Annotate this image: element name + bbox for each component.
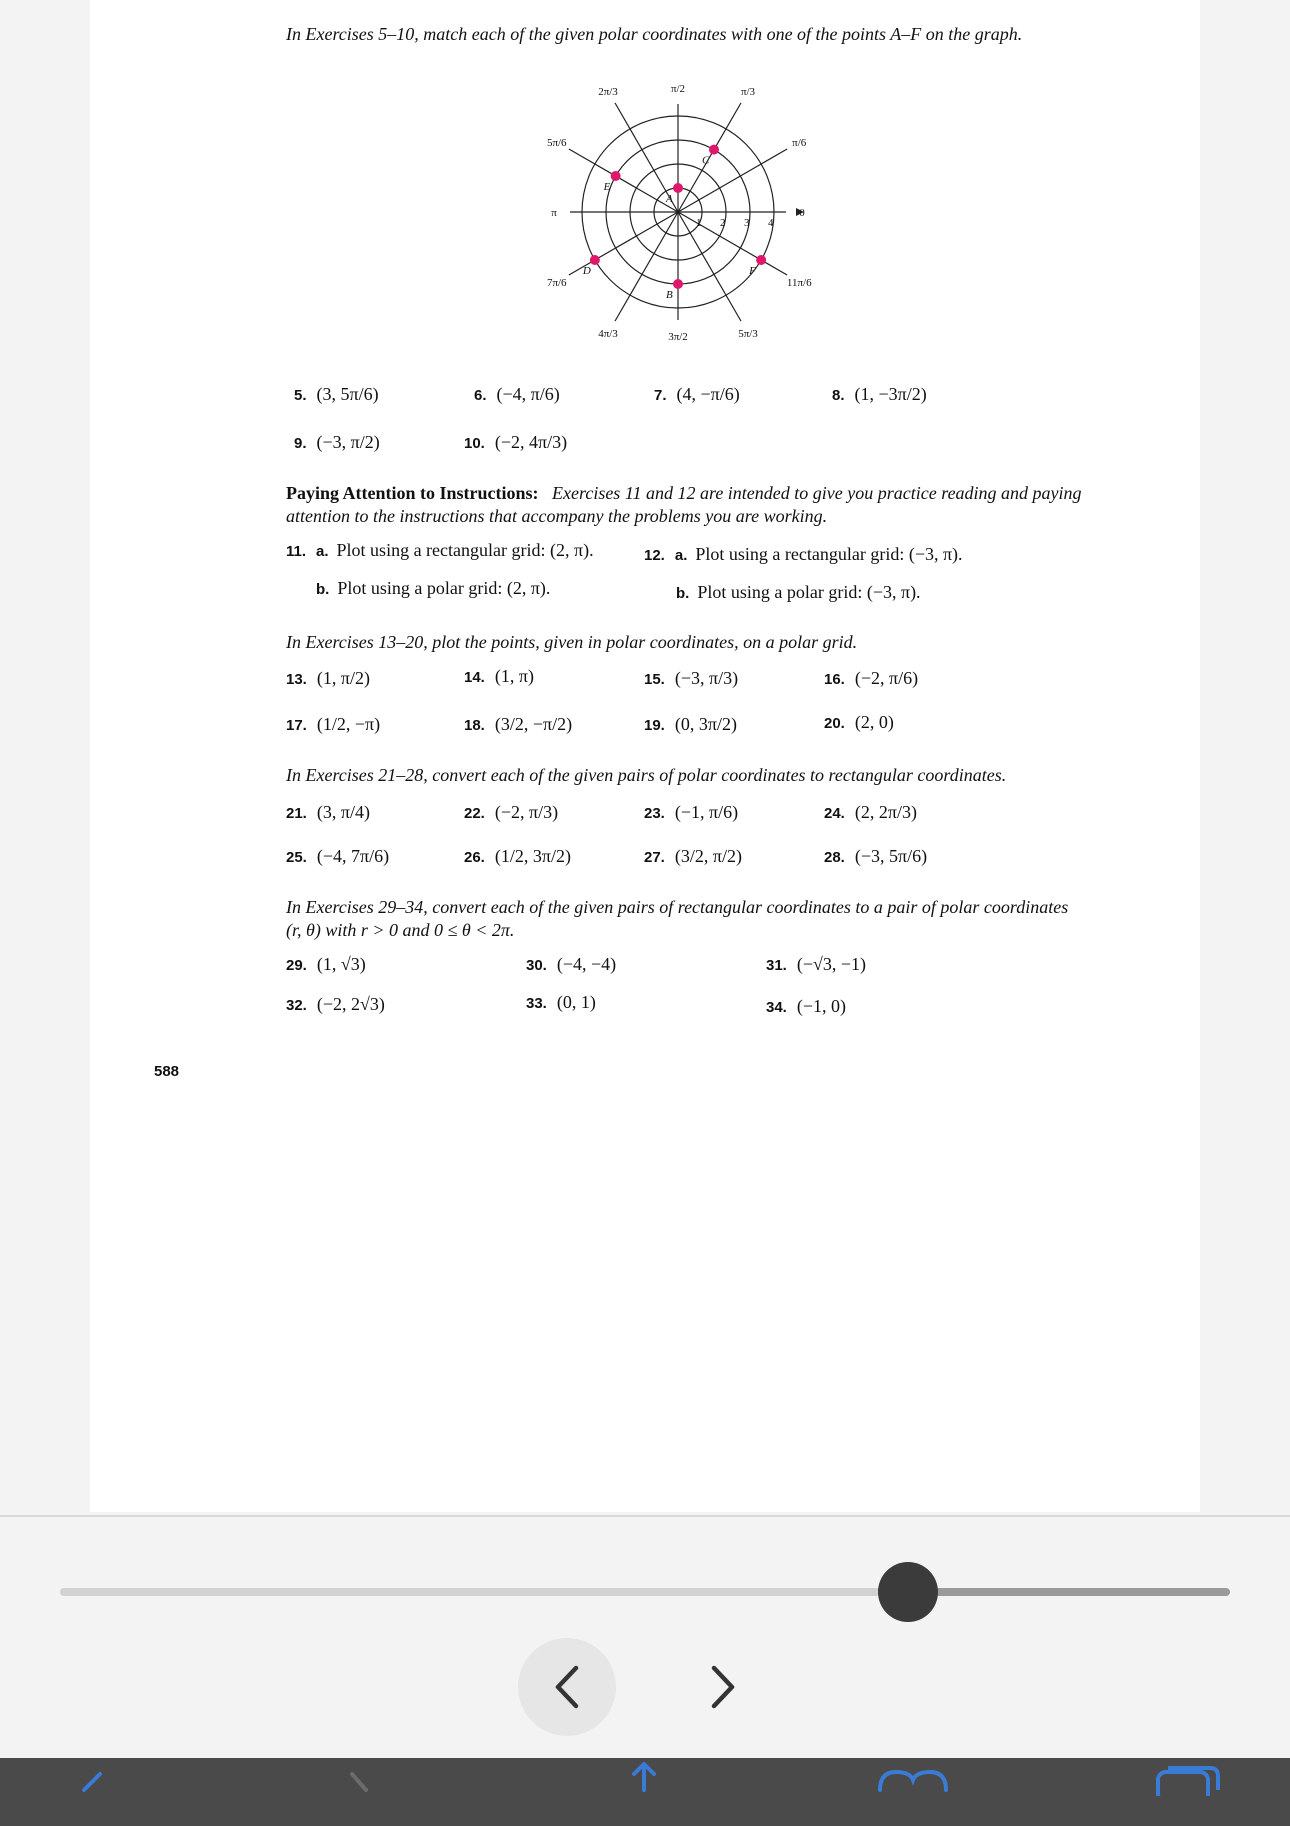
point-label: B xyxy=(666,289,673,301)
angle-label: 5π/3 xyxy=(738,328,758,341)
exercise-6: 6. (−4, π/6) xyxy=(474,384,560,404)
angle-label: π/6 xyxy=(792,137,807,149)
exercise-20: 20. (2, 0) xyxy=(824,712,894,732)
exercise-intro-5-10: In Exercises 5–10, match each of the given polar coordinates with one of the points A–F on the graph. xyxy=(286,24,1023,44)
exercise-33: 33. (0, 1) xyxy=(526,992,596,1012)
exercise-34: 34. (−1, 0) xyxy=(766,996,846,1016)
exercise-7: 7. (4, −π/6) xyxy=(654,384,740,404)
exercise-25: 25. (−4, 7π/6) xyxy=(286,846,390,866)
angle-label: π/3 xyxy=(740,85,756,98)
page-number: 588 xyxy=(154,1063,180,1080)
exercise-32: 32. (−2, 2√3) xyxy=(286,994,385,1014)
angle-label: π/2 xyxy=(670,83,686,95)
exercise-30: 30. (−4, −4) xyxy=(526,954,617,974)
exercise-22: 22. (−2, π/3) xyxy=(464,802,559,822)
point-label: E xyxy=(603,181,611,193)
grid-ray xyxy=(615,212,678,321)
exercise-8: 8. (1, −3π/2) xyxy=(832,384,927,404)
share-icon[interactable] xyxy=(622,1760,666,1800)
exercise-13: 13. (1, π/2) xyxy=(286,668,370,688)
page-slider-track[interactable] xyxy=(60,1588,1230,1596)
exercise-16: 16. (−2, π/6) xyxy=(824,668,919,688)
viewer-divider xyxy=(0,1515,1290,1517)
exercise-18: 18. (3/2, −π/2) xyxy=(464,714,573,734)
chevron-left-icon xyxy=(550,1664,584,1710)
point-label: C xyxy=(702,154,710,167)
radius-label: 4 xyxy=(768,217,774,229)
exercise-28: 28. (−3, 5π/6) xyxy=(824,846,928,866)
point-A xyxy=(673,183,683,193)
exercise-26: 26. (1/2, 3π/2) xyxy=(464,846,571,866)
exercise-27: 27. (3/2, π/2) xyxy=(644,846,742,866)
point-label: A xyxy=(666,193,673,205)
grid-ray xyxy=(678,103,741,212)
forward-arrow-icon[interactable] xyxy=(340,1766,380,1796)
exercise-31: 31. (−√3, −1) xyxy=(766,954,867,974)
page-slider-fill xyxy=(60,1588,908,1596)
angle-label: 2π/3 xyxy=(598,85,618,98)
exercise-29: 29. (1, √3) xyxy=(286,954,366,974)
point-E xyxy=(611,171,621,181)
exercise-12a: 12. a. Plot using a rectangular grid: (−3, π). xyxy=(644,544,963,564)
angle-label: 5π/6 xyxy=(546,137,567,149)
angle-label: π xyxy=(551,207,557,219)
grid-ray xyxy=(569,149,678,212)
angle-label: 11π/6 xyxy=(786,277,812,289)
exercise-intro-13-20: In Exercises 13–20, plot the points, given in polar coordinates, on a polar grid. xyxy=(286,632,858,652)
exercise-24: 24. (2, 2π/3) xyxy=(824,802,917,822)
polar-graph xyxy=(528,62,828,362)
exercise-11b: b. Plot using a polar grid: (2, π). xyxy=(316,578,551,598)
exercise-17: 17. (1/2, −π) xyxy=(286,714,381,734)
angle-label: 0 xyxy=(799,207,805,219)
radius-label: 3 xyxy=(744,217,750,229)
bookmarks-icon[interactable] xyxy=(876,1766,950,1796)
exercise-15: 15. (−3, π/3) xyxy=(644,668,739,688)
back-arrow-icon[interactable] xyxy=(70,1766,110,1796)
exercise-10: 10. (−2, 4π/3) xyxy=(464,432,568,452)
angle-label: 4π/3 xyxy=(598,328,618,341)
angle-label: 3π/2 xyxy=(668,331,688,343)
exercise-9: 9. (−3, π/2) xyxy=(294,432,380,452)
point-F xyxy=(756,255,766,265)
exercise-23: 23. (−1, π/6) xyxy=(644,802,739,822)
point-D xyxy=(590,255,600,265)
exercise-11a: 11. a. Plot using a rectangular grid: (2, π). xyxy=(286,540,594,560)
next-page-button[interactable] xyxy=(696,1638,750,1736)
point-C xyxy=(709,145,719,155)
exercise-21: 21. (3, π/4) xyxy=(286,802,370,822)
attention-paragraph: Paying Attention to Instructions: Exercises 11 and 12 are intended to give you practice reading and paying attention to the instructions that accompany the problems you are working. xyxy=(286,483,1082,526)
page-slider-thumb[interactable] xyxy=(878,1562,938,1622)
chevron-right-icon xyxy=(706,1664,740,1710)
previous-page-button[interactable] xyxy=(518,1638,616,1736)
point-label: D xyxy=(582,265,591,277)
radius-label: 1 xyxy=(696,217,702,229)
point-label: F xyxy=(749,265,756,277)
grid-ray xyxy=(678,149,787,212)
exercise-14: 14. (1, π) xyxy=(464,666,534,686)
angle-label: 7π/6 xyxy=(546,277,567,289)
grid-ray xyxy=(678,212,741,321)
exercise-5: 5. (3, 5π/6) xyxy=(294,384,379,404)
page-slider-remaining xyxy=(908,1588,1230,1596)
exercise-intro-29-34: In Exercises 29–34, convert each of the given pairs of rectangular coordinates to a pair of polar coordinates (r, θ) with r > 0 and 0 ≤ θ < 2π. xyxy=(286,897,1069,940)
point-B xyxy=(673,279,683,289)
exercise-19: 19. (0, 3π/2) xyxy=(644,714,737,734)
bottom-toolbar xyxy=(0,1758,1290,1826)
exercise-12b: b. Plot using a polar grid: (−3, π). xyxy=(676,582,921,602)
radius-label: 2 xyxy=(720,217,726,229)
tabs-icon[interactable] xyxy=(1152,1766,1222,1796)
exercise-intro-21-28: In Exercises 21–28, convert each of the given pairs of polar coordinates to rectangular coordinates. xyxy=(286,765,1007,785)
